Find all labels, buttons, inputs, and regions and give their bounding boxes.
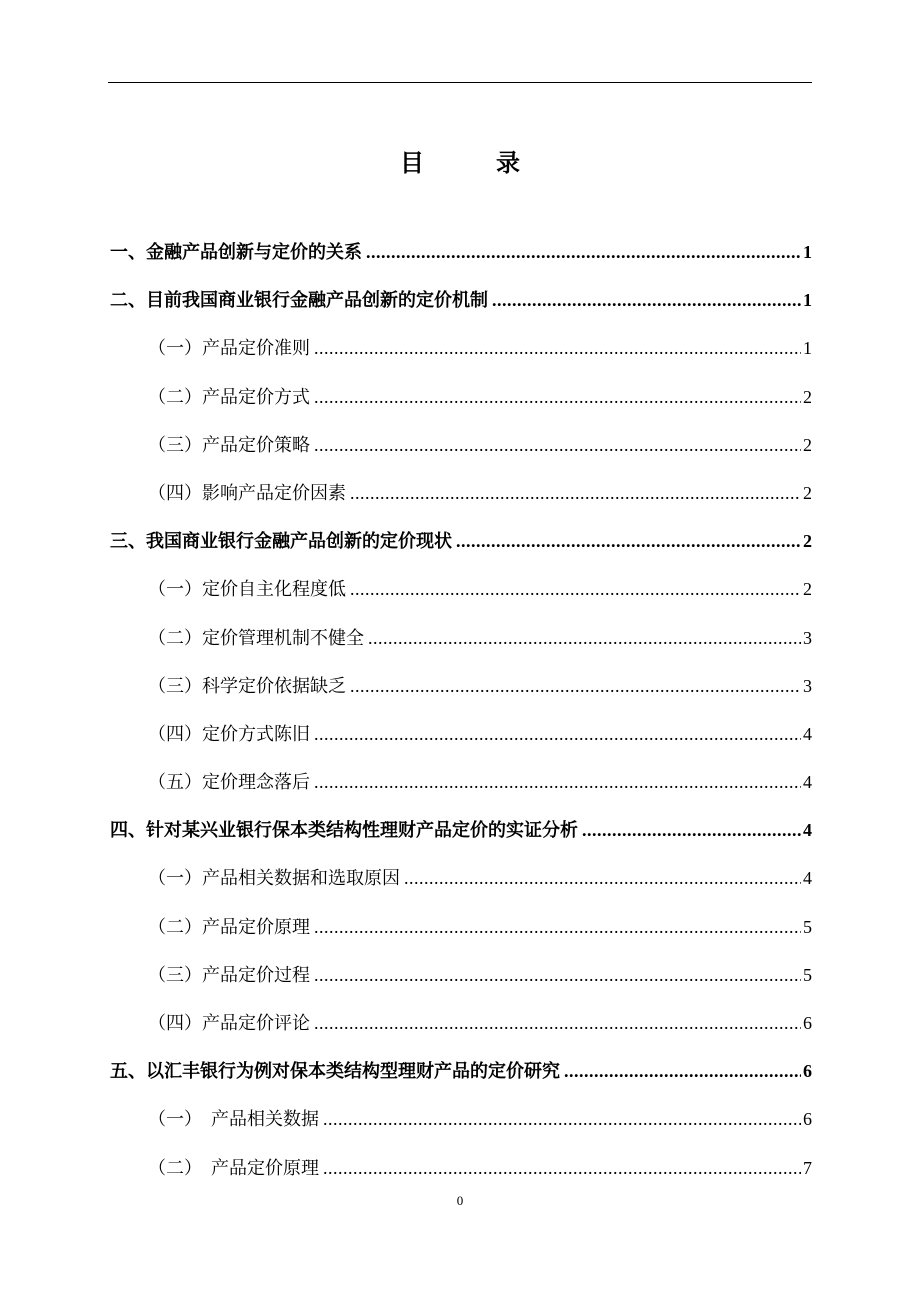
toc-section-entry[interactable]: [108, 854, 812, 902]
toc-entry-page: 2: [803, 386, 812, 407]
toc-dot-leader: [314, 710, 801, 758]
toc-entry-text: （三）产品定价策略: [148, 434, 310, 456]
toc-section-entry[interactable]: [108, 758, 812, 806]
toc-entry-page: 2: [803, 482, 812, 503]
toc-entry-text: 一、金融产品创新与定价的关系: [110, 242, 362, 263]
toc-entry-page: 2: [803, 434, 812, 455]
toc-dot-leader: [314, 758, 801, 806]
toc-section-entry[interactable]: [108, 710, 812, 758]
toc-entry-text: （四）定价方式陈旧: [148, 723, 310, 745]
toc-entry-text: 四、针对某兴业银行保本类结构性理财产品定价的实证分析: [110, 820, 578, 842]
toc-entry-text: 五、以汇丰银行为例对保本类结构型理财产品的定价研究: [110, 1061, 560, 1083]
toc-entry-text: 三、我国商业银行金融产品创新的定价现状: [110, 531, 452, 553]
toc-dot-leader: [366, 228, 801, 276]
toc-entry-text: 二、目前我国商业银行金融产品创新的定价机制: [110, 290, 488, 312]
toc-dot-leader: [314, 903, 801, 951]
toc-chapter-entry[interactable]: [108, 1047, 812, 1095]
toc-dot-leader: [404, 854, 801, 902]
toc-entry-text: （一） 产品相关数据: [148, 1109, 319, 1131]
toc-entry-page: 7: [803, 1157, 812, 1178]
toc-entry-page: 1: [803, 290, 812, 311]
toc-list: [108, 228, 812, 1192]
toc-section-entry[interactable]: [108, 614, 812, 662]
toc-entry-text: （三）产品定价过程: [148, 964, 310, 986]
toc-entry-page: 4: [803, 772, 812, 793]
toc-dot-leader: [368, 614, 801, 662]
toc-entry-page: 1: [803, 338, 812, 359]
toc-entry-text: （一）产品相关数据和选取原因: [148, 868, 400, 890]
toc-dot-leader: [350, 662, 801, 710]
toc-chapter-entry[interactable]: [108, 517, 812, 565]
toc-dot-leader: [350, 469, 801, 517]
toc-entry-page: 6: [803, 1109, 812, 1130]
toc-entry-page: 4: [803, 820, 812, 841]
toc-section-entry[interactable]: [108, 951, 812, 999]
toc-chapter-entry[interactable]: [108, 806, 812, 854]
toc-entry-text: （二）产品定价方式: [148, 386, 310, 408]
toc-entry-page: 6: [803, 1013, 812, 1033]
toc-section-entry[interactable]: [108, 565, 812, 613]
toc-entry-page: 5: [803, 964, 812, 985]
toc-entry-page: 5: [803, 916, 812, 937]
toc-dot-leader: [350, 565, 801, 613]
toc-section-entry[interactable]: [108, 421, 812, 469]
toc-entry-text: （五）定价理念落后: [148, 772, 310, 794]
toc-entry-page: 3: [803, 627, 812, 648]
toc-dot-leader: [582, 806, 801, 854]
toc-chapter-entry[interactable]: [108, 276, 812, 324]
toc-dot-leader: [323, 1144, 801, 1192]
header-rule: [108, 82, 812, 83]
toc-entry-text: （一）定价自主化程度低: [148, 579, 346, 601]
toc-dot-leader: [323, 1095, 801, 1143]
toc-dot-leader: [492, 276, 801, 324]
toc-chapter-entry[interactable]: [108, 228, 812, 276]
toc-section-entry[interactable]: [108, 1144, 812, 1192]
toc-entry-page: 2: [803, 579, 812, 600]
toc-dot-leader: [564, 1047, 801, 1095]
toc-entry-text: （四）产品定价评论: [148, 1013, 310, 1034]
toc-section-entry[interactable]: [108, 999, 812, 1047]
toc-entry-text: （二） 产品定价原理: [148, 1157, 319, 1179]
toc-entry-page: 2: [803, 531, 812, 552]
toc-entry-page: 4: [803, 723, 812, 744]
toc-entry-text: （四）影响产品定价因素: [148, 482, 346, 504]
toc-entry-page: 3: [803, 675, 812, 696]
toc-dot-leader: [314, 324, 801, 372]
toc-dot-leader: [314, 421, 801, 469]
toc-entry-text: （二）产品定价原理: [148, 916, 310, 938]
toc-section-entry[interactable]: [108, 469, 812, 517]
toc-section-entry[interactable]: [108, 1095, 812, 1143]
toc-entry-text: （三）科学定价依据缺乏: [148, 675, 346, 697]
toc-section-entry[interactable]: [108, 903, 812, 951]
toc-entry-text: （一）产品定价准则: [148, 338, 310, 360]
toc-section-entry[interactable]: [108, 324, 812, 372]
toc-entry-page: 4: [803, 868, 812, 889]
toc-entry-page: 1: [803, 242, 812, 262]
toc-section-entry[interactable]: [108, 662, 812, 710]
toc-entry-page: 6: [803, 1061, 812, 1082]
toc-dot-leader: [456, 517, 801, 565]
toc-title: 目 录: [400, 148, 544, 177]
toc-dot-leader: [314, 951, 801, 999]
toc-section-entry[interactable]: [108, 373, 812, 421]
toc-entry-text: （二）定价管理机制不健全: [148, 627, 364, 649]
toc-dot-leader: [314, 373, 801, 421]
page-number: 0: [456, 1193, 464, 1208]
toc-dot-leader: [314, 999, 801, 1047]
